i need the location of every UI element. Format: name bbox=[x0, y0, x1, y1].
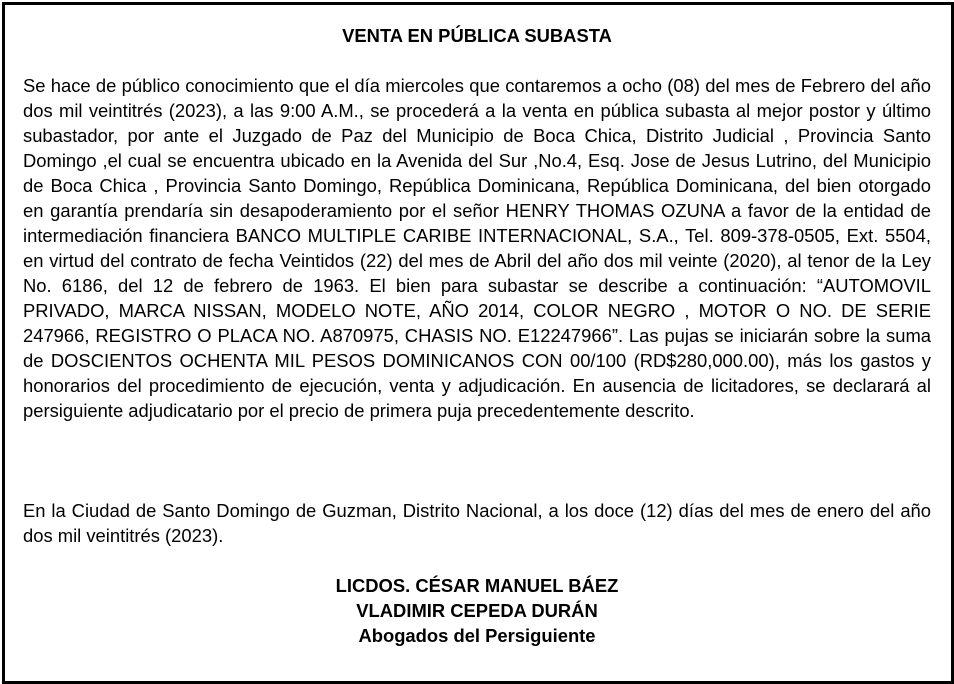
signature-line-second-lawyer: VLADIMIR CEPEDA DURÁN bbox=[356, 600, 598, 621]
signature-block bbox=[23, 573, 931, 648]
signature-line-role: Abogados del Persiguiente bbox=[358, 625, 596, 646]
notice-body-paragraph: Se hace de público conocimiento que el día miercoles que contaremos a ocho (08) del mes de Febrero del año dos mil veintitrés (2023), a las 9:00 A.M., se procederá a la venta en pública subasta al mejor postor y último subastador, por ante el Juzgado de Paz del Municipio de Boca Chica, Distrito Judicial , Provincia Santo Domingo ,el cual se encuentra ubicado en la Avenida del Sur ,No.4, Esq. Jose de Jesus Lutrino, del Municipio de Boca Chica , Provincia Santo Domingo, República Dominicana, República Dominicana, del bien otorgado en garantía prendaría sin desapoderamiento por el señor HENRY THOMAS OZUNA a favor de la entidad de intermediación financiera BANCO MULTIPLE CARIBE INTERNACIONAL, S.A., Tel. 809-378-0505, Ext. 5504, en virtud del contrato de fecha Veintidos (22) del mes de Abril del año dos mil veinte (2020), al tenor de la Ley No. 6186, del 12 de febrero de 1963. El bien para subastar se describe a continuación: “AUTOMOVIL PRIVADO, MARCA NISSAN, MODELO NOTE, AÑO 2014, COLOR NEGRO , MOTOR O NO. DE SERIE 247966, REGISTRO O PLACA NO. A870975, CHASIS NO. E12247966”. Las pujas se iniciarán sobre la suma de DOSCIENTOS OCHENTA MIL PESOS DOMINICANOS CON 00/100 (RD$280,000.00), más los gastos y honorarios del procedimiento de ejecución, venta y adjudicación. En ausencia de licitadores, se declarará al persiguiente adjudicatario por el precio de primera puja precedentemente descrito. bbox=[23, 75, 931, 421]
signature-line-lawyers: LICDOS. CÉSAR MANUEL BÁEZ bbox=[335, 575, 619, 596]
notice-date-paragraph: En la Ciudad de Santo Domingo de Guzman, Distrito Nacional, a los doce (12) días del mes de enero del año dos mil veintitrés (2023). bbox=[23, 500, 931, 546]
notice-frame bbox=[2, 2, 954, 684]
notice-title: VENTA EN PÚBLICA SUBASTA bbox=[342, 25, 612, 46]
